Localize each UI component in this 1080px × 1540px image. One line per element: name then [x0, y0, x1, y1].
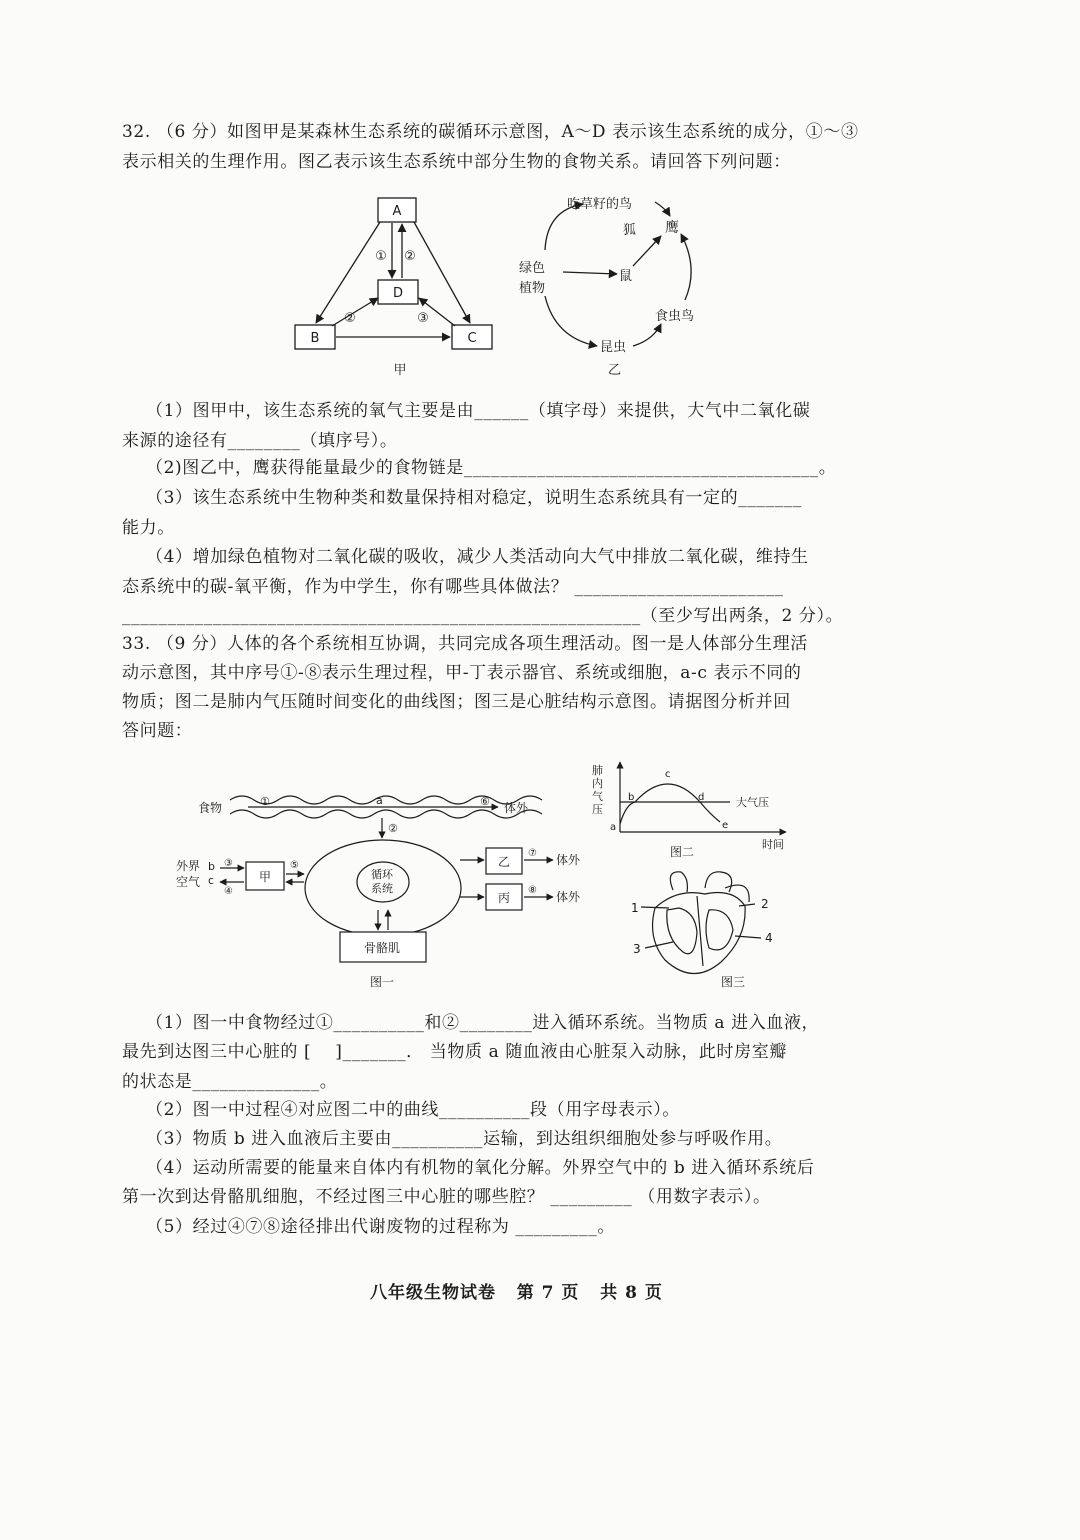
- fig1-process-3: ③: [224, 858, 233, 869]
- q33-part-5: （5）经过④⑦⑧途径排出代谢废物的过程称为 _________。: [146, 1217, 615, 1237]
- q32-part-4-line-2: 态系统中的碳-氧平衡，作为中学生，你有哪些具体做法？ _______________________: [122, 577, 784, 597]
- pt-e: e: [722, 820, 729, 831]
- pt-d: d: [698, 792, 705, 803]
- caption-fig1: 图一: [370, 975, 395, 989]
- caption-yi: 乙: [608, 363, 622, 378]
- insect-bird: 食虫鸟: [655, 309, 695, 324]
- fig1-process-2: ②: [388, 822, 398, 835]
- body-systems-diagram: [168, 780, 598, 995]
- q32-stem-line-1: 32. （6 分）如图甲是某森林生态系统的碳循环示意图，A～D 表示该生态系统的成分，①～③: [122, 122, 859, 142]
- q33-part-1-line-3: 的状态是______________。: [122, 1072, 338, 1092]
- q33-stem-line-3: 物质；图二是肺内气压随时间变化的曲线图；图三是心脏结构示意图。请据图分析并回: [122, 692, 791, 712]
- q32-part-2: （2)图乙中，鹰获得能量最少的食物链是_______________________________________。: [146, 458, 837, 478]
- svg-text:肺: 肺: [592, 764, 603, 777]
- q33-stem-line-2: 动示意图，其中序号①-⑧表示生理过程，甲-丁表示器官、系统或细胞，a-c 表示不同的: [122, 663, 802, 683]
- circulation-1: 循环: [371, 868, 393, 881]
- skeletal-muscle: 骨骼肌: [364, 941, 401, 955]
- q33-part-4-line-1: （4）运动所需要的能量来自体内有机物的氧化分解。外界空气中的 b 进入循环系统后: [146, 1158, 815, 1178]
- fig1-out-top: 体外: [504, 801, 529, 815]
- time-axis: 时间: [762, 838, 784, 851]
- food-web-diagram: [505, 188, 720, 383]
- caption-fig3: 图三: [721, 975, 746, 989]
- seed-bird: 吃草籽的鸟: [567, 197, 633, 212]
- fig1-out-bing: 体外: [556, 890, 581, 904]
- q32-part-1-line-2: 来源的途径有________（填序号）。: [122, 431, 398, 451]
- fig1-process-8: ⑧: [528, 885, 537, 896]
- process-3: ③: [417, 311, 429, 326]
- eagle: 鹰: [665, 220, 679, 236]
- fig1-organ-jia: 甲: [259, 870, 272, 884]
- caption-jia: 甲: [393, 363, 407, 378]
- process-2: ②: [404, 249, 416, 264]
- label-d: D: [392, 286, 404, 301]
- fig1-organ-yi: 乙: [498, 855, 511, 869]
- caption-fig2: 图二: [670, 845, 695, 859]
- label-c: C: [467, 331, 477, 346]
- fig1-organ-bing: 丙: [498, 891, 511, 905]
- process-2b: ②: [344, 311, 356, 326]
- label-b: B: [310, 331, 320, 346]
- heart-label-4: 4: [765, 931, 773, 945]
- q32-part-3-line-2: 能力。: [122, 518, 175, 538]
- fig1-process-4: ④: [224, 886, 233, 897]
- plants-line-1: 绿色: [519, 261, 546, 276]
- q33-stem-line-1: 33. （9 分）人体的各个系统相互协调，共同完成各项生理活动。图一是人体部分生理活: [122, 634, 808, 654]
- heart-label-3: 3: [633, 942, 641, 956]
- q33-part-1-line-2: 最先到达图三中心脏的 [ ]_______． 当物质 a 随血液由心脏泵入动脉，此时房室瓣: [122, 1042, 787, 1062]
- lung-pressure-chart: [590, 760, 800, 865]
- q32-part-4-line-3: _________________________________________________________（至少写出两条，2 分）。: [122, 606, 844, 626]
- fig1-process-5: ⑤: [290, 860, 299, 871]
- label-a: A: [392, 204, 402, 219]
- q32-part-3-line-1: （3）该生态系统中生物种类和数量保持相对稳定，说明生态系统具有一定的_______: [146, 488, 802, 508]
- page-footer: 八年级生物试卷 第 7 页 共 8 页: [370, 1283, 663, 1303]
- svg-text:气: 气: [592, 790, 603, 803]
- pt-c: c: [665, 769, 671, 780]
- fig1-process-6: ⑥: [480, 795, 490, 808]
- fig1-substance-b: b: [208, 860, 215, 873]
- q33-part-4-line-2: 第一次到达骨骼肌细胞，不经过图三中心脏的哪些腔？ _________ （用数字表示）。: [122, 1187, 771, 1207]
- fig1-out-yi: 体外: [556, 853, 581, 867]
- heart-label-2: 2: [761, 897, 769, 911]
- process-1: ①: [375, 249, 387, 264]
- fig1-substance-c: c: [208, 874, 215, 887]
- svg-text:压: 压: [592, 803, 603, 816]
- fig1-substance-a: a: [376, 794, 383, 807]
- fig1-process-7: ⑦: [528, 848, 537, 859]
- carbon-cycle-diagram: [280, 188, 510, 383]
- circulation-2: 系统: [371, 882, 393, 895]
- outside-air-1: 外界: [176, 859, 201, 873]
- insect: 昆虫: [600, 340, 627, 355]
- fig1-process-1: ①: [260, 795, 270, 808]
- heart-label-1: 1: [631, 901, 639, 915]
- pt-a: a: [610, 822, 617, 833]
- q32-part-1-line-1: （1）图甲中，该生态系统的氧气主要是由______（填字母）来提供，大气中二氧化碳: [146, 401, 811, 421]
- food-label: 食物: [198, 801, 223, 815]
- fox: 狐: [623, 223, 637, 238]
- q33-stem-line-4: 答问题：: [122, 721, 193, 741]
- plants-line-2: 植物: [519, 281, 546, 296]
- q32-stem-line-2: 表示相关的生理作用。图乙表示该生态系统中部分生物的食物关系。请回答下列问题：: [122, 152, 791, 172]
- svg-text:内: 内: [592, 777, 603, 790]
- q32-part-4-line-1: （4）增加绿色植物对二氧化碳的吸收，减少人类活动向大气中排放二氧化碳，维持生: [146, 547, 809, 567]
- heart-diagram: [625, 868, 790, 993]
- outside-air-2: 空气: [176, 875, 201, 889]
- pt-b: b: [628, 792, 635, 803]
- q33-part-3: （3）物质 b 进入血液后主要由__________运输，到达组织细胞处参与呼吸作用。: [146, 1129, 783, 1149]
- q33-part-2: （2）图一中过程④对应图二中的曲线__________段（用字母表示）。: [146, 1100, 680, 1120]
- mouse: 鼠: [619, 269, 633, 284]
- atm-pressure: 大气压: [736, 796, 769, 809]
- q33-part-1-line-1: （1）图一中食物经过①__________和②________进入循环系统。当物质 a 进入血液，: [146, 1013, 820, 1033]
